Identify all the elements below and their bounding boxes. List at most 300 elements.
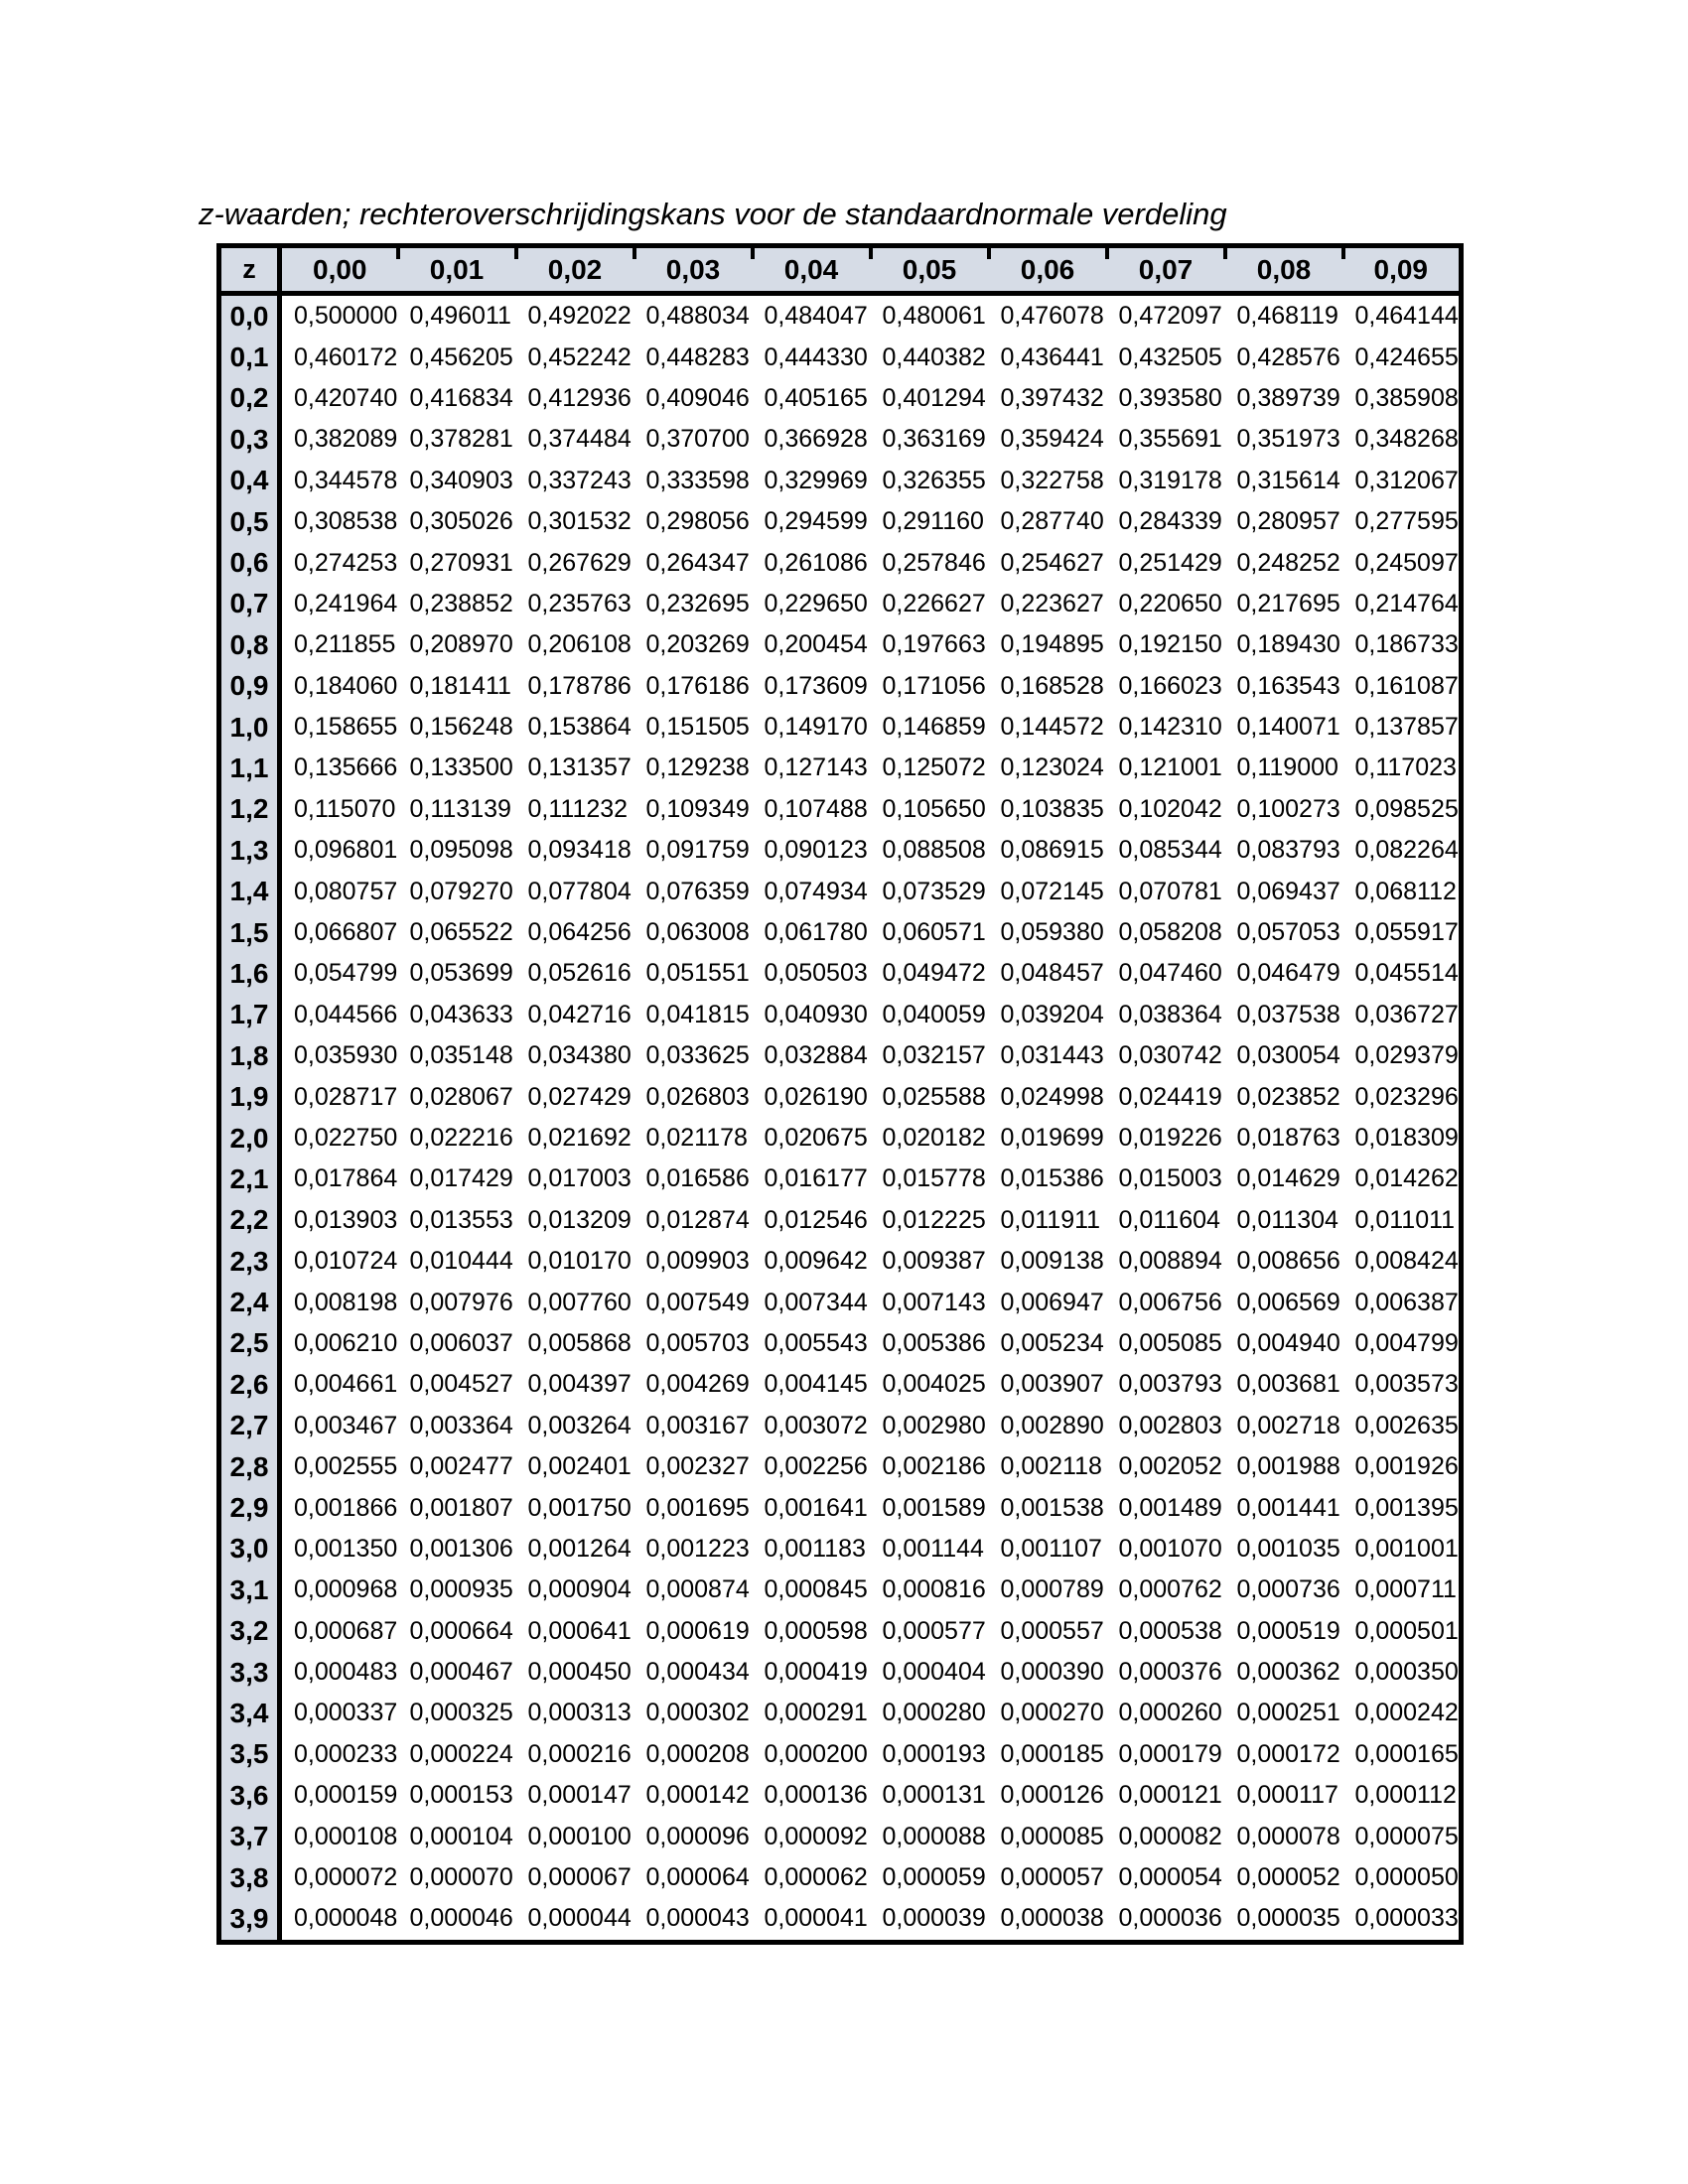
probability-cell: 0,005703 [634, 1323, 753, 1364]
table-row [219, 1529, 1462, 1570]
probability-cell: 0,127143 [753, 748, 871, 788]
probability-cell: 0,072145 [989, 871, 1107, 911]
probability-cell: 0,000112 [1343, 1775, 1462, 1816]
probability-cell: 0,043633 [398, 995, 516, 1035]
z-table-body [219, 294, 1462, 1943]
row-label-z: 1,0 [219, 707, 280, 748]
probability-cell: 0,107488 [753, 789, 871, 830]
probability-cell: 0,312067 [1343, 461, 1462, 501]
probability-cell: 0,000179 [1107, 1734, 1225, 1775]
probability-cell: 0,061780 [753, 912, 871, 953]
probability-cell: 0,077804 [516, 871, 634, 911]
probability-cell: 0,055917 [1343, 912, 1462, 953]
probability-cell: 0,000048 [280, 1898, 398, 1942]
probability-cell: 0,007760 [516, 1282, 634, 1322]
probability-cell: 0,082264 [1343, 830, 1462, 871]
probability-cell: 0,002555 [280, 1446, 398, 1487]
probability-cell: 0,000078 [1225, 1816, 1343, 1856]
probability-cell: 0,125072 [871, 748, 989, 788]
probability-cell: 0,492022 [516, 294, 634, 338]
probability-cell: 0,041815 [634, 995, 753, 1035]
probability-cell: 0,000390 [989, 1652, 1107, 1693]
probability-cell: 0,008894 [1107, 1241, 1225, 1282]
probability-cell: 0,010724 [280, 1241, 398, 1282]
table-row [219, 871, 1462, 911]
probability-cell: 0,000687 [280, 1611, 398, 1652]
probability-cell: 0,000577 [871, 1611, 989, 1652]
probability-cell: 0,002186 [871, 1446, 989, 1487]
table-row [219, 666, 1462, 707]
probability-cell: 0,000108 [280, 1816, 398, 1856]
table-row [219, 1200, 1462, 1241]
probability-cell: 0,322758 [989, 461, 1107, 501]
probability-cell: 0,022216 [398, 1118, 516, 1159]
probability-cell: 0,000619 [634, 1611, 753, 1652]
probability-cell: 0,060571 [871, 912, 989, 953]
probability-cell: 0,000070 [398, 1857, 516, 1898]
probability-cell: 0,006387 [1343, 1282, 1462, 1322]
probability-cell: 0,048457 [989, 953, 1107, 994]
probability-cell: 0,000052 [1225, 1857, 1343, 1898]
probability-cell: 0,448283 [634, 337, 753, 377]
probability-cell: 0,480061 [871, 294, 989, 338]
probability-cell: 0,173609 [753, 666, 871, 707]
row-label-z: 1,8 [219, 1035, 280, 1076]
probability-cell: 0,232695 [634, 584, 753, 624]
probability-cell: 0,109349 [634, 789, 753, 830]
probability-cell: 0,000208 [634, 1734, 753, 1775]
probability-cell: 0,337243 [516, 461, 634, 501]
probability-cell: 0,050503 [753, 953, 871, 994]
probability-cell: 0,054799 [280, 953, 398, 994]
probability-cell: 0,000313 [516, 1693, 634, 1733]
probability-cell: 0,035148 [398, 1035, 516, 1076]
probability-cell: 0,000641 [516, 1611, 634, 1652]
probability-cell: 0,045514 [1343, 953, 1462, 994]
probability-cell: 0,000736 [1225, 1570, 1343, 1610]
probability-cell: 0,166023 [1107, 666, 1225, 707]
probability-cell: 0,020182 [871, 1118, 989, 1159]
probability-cell: 0,005085 [1107, 1323, 1225, 1364]
probability-cell: 0,001144 [871, 1529, 989, 1570]
probability-cell: 0,432505 [1107, 337, 1225, 377]
probability-cell: 0,000789 [989, 1570, 1107, 1610]
probability-cell: 0,011604 [1107, 1200, 1225, 1241]
probability-cell: 0,002401 [516, 1446, 634, 1487]
row-label-z: 1,2 [219, 789, 280, 830]
probability-cell: 0,184060 [280, 666, 398, 707]
probability-cell: 0,144572 [989, 707, 1107, 748]
probability-cell: 0,416834 [398, 378, 516, 419]
table-row [219, 1487, 1462, 1528]
probability-cell: 0,001264 [516, 1529, 634, 1570]
probability-cell: 0,009138 [989, 1241, 1107, 1282]
probability-cell: 0,412936 [516, 378, 634, 419]
probability-cell: 0,006756 [1107, 1282, 1225, 1322]
probability-cell: 0,004269 [634, 1364, 753, 1405]
row-label-z: 3,5 [219, 1734, 280, 1775]
probability-cell: 0,119000 [1225, 748, 1343, 788]
row-label-z: 1,5 [219, 912, 280, 953]
table-row [219, 1693, 1462, 1733]
row-label-z: 2,1 [219, 1159, 280, 1199]
probability-cell: 0,032884 [753, 1035, 871, 1076]
probability-cell: 0,000067 [516, 1857, 634, 1898]
probability-cell: 0,277595 [1343, 501, 1462, 542]
probability-cell: 0,002635 [1343, 1406, 1462, 1446]
probability-cell: 0,156248 [398, 707, 516, 748]
row-label-z: 2,2 [219, 1200, 280, 1241]
probability-cell: 0,103835 [989, 789, 1107, 830]
row-label-z: 0,4 [219, 461, 280, 501]
probability-cell: 0,002118 [989, 1446, 1107, 1487]
probability-cell: 0,002980 [871, 1406, 989, 1446]
probability-cell: 0,370700 [634, 419, 753, 460]
table-row [219, 624, 1462, 665]
probability-cell: 0,351973 [1225, 419, 1343, 460]
probability-cell: 0,129238 [634, 748, 753, 788]
probability-cell: 0,063008 [634, 912, 753, 953]
row-label-z: 2,9 [219, 1487, 280, 1528]
probability-cell: 0,000096 [634, 1816, 753, 1856]
probability-cell: 0,248252 [1225, 542, 1343, 583]
probability-cell: 0,030054 [1225, 1035, 1343, 1076]
table-row [219, 1611, 1462, 1652]
probability-cell: 0,027429 [516, 1076, 634, 1117]
probability-cell: 0,100273 [1225, 789, 1343, 830]
probability-cell: 0,189430 [1225, 624, 1343, 665]
probability-cell: 0,171056 [871, 666, 989, 707]
probability-cell: 0,000904 [516, 1570, 634, 1610]
probability-cell: 0,049472 [871, 953, 989, 994]
probability-cell: 0,000224 [398, 1734, 516, 1775]
probability-cell: 0,203269 [634, 624, 753, 665]
probability-cell: 0,011011 [1343, 1200, 1462, 1241]
probability-cell: 0,000126 [989, 1775, 1107, 1816]
table-row [219, 1406, 1462, 1446]
probability-cell: 0,017864 [280, 1159, 398, 1199]
probability-cell: 0,004145 [753, 1364, 871, 1405]
probability-cell: 0,000142 [634, 1775, 753, 1816]
probability-cell: 0,186733 [1343, 624, 1462, 665]
probability-cell: 0,197663 [871, 624, 989, 665]
probability-cell: 0,047460 [1107, 953, 1225, 994]
probability-cell: 0,068112 [1343, 871, 1462, 911]
probability-cell: 0,344578 [280, 461, 398, 501]
probability-cell: 0,006947 [989, 1282, 1107, 1322]
probability-cell: 0,000251 [1225, 1693, 1343, 1733]
row-label-z: 1,9 [219, 1076, 280, 1117]
probability-cell: 0,500000 [280, 294, 398, 338]
probability-cell: 0,001926 [1343, 1446, 1462, 1487]
row-label-z: 2,5 [219, 1323, 280, 1364]
probability-cell: 0,274253 [280, 542, 398, 583]
probability-cell: 0,079270 [398, 871, 516, 911]
probability-cell: 0,000483 [280, 1652, 398, 1693]
probability-cell: 0,385908 [1343, 378, 1462, 419]
probability-cell: 0,115070 [280, 789, 398, 830]
probability-cell: 0,211855 [280, 624, 398, 665]
row-label-z: 2,8 [219, 1446, 280, 1487]
probability-cell: 0,001070 [1107, 1529, 1225, 1570]
probability-cell: 0,121001 [1107, 748, 1225, 788]
probability-cell: 0,003072 [753, 1406, 871, 1446]
table-row [219, 542, 1462, 583]
probability-cell: 0,064256 [516, 912, 634, 953]
probability-cell: 0,359424 [989, 419, 1107, 460]
probability-cell: 0,194895 [989, 624, 1107, 665]
probability-cell: 0,348268 [1343, 419, 1462, 460]
probability-cell: 0,001750 [516, 1487, 634, 1528]
probability-cell: 0,000088 [871, 1816, 989, 1856]
probability-cell: 0,001589 [871, 1487, 989, 1528]
row-label-z: 0,5 [219, 501, 280, 542]
probability-cell: 0,000968 [280, 1570, 398, 1610]
probability-cell: 0,090123 [753, 830, 871, 871]
header-row [219, 246, 1462, 294]
probability-cell: 0,001489 [1107, 1487, 1225, 1528]
probability-cell: 0,000337 [280, 1693, 398, 1733]
probability-cell: 0,000874 [634, 1570, 753, 1610]
probability-cell: 0,095098 [398, 830, 516, 871]
probability-cell: 0,000538 [1107, 1611, 1225, 1652]
probability-cell: 0,163543 [1225, 666, 1343, 707]
probability-cell: 0,161087 [1343, 666, 1462, 707]
probability-cell: 0,308538 [280, 501, 398, 542]
probability-cell: 0,003264 [516, 1406, 634, 1446]
probability-cell: 0,004527 [398, 1364, 516, 1405]
probability-cell: 0,038364 [1107, 995, 1225, 1035]
row-label-z: 2,3 [219, 1241, 280, 1282]
probability-cell: 0,397432 [989, 378, 1107, 419]
probability-cell: 0,007976 [398, 1282, 516, 1322]
probability-cell: 0,229650 [753, 584, 871, 624]
probability-cell: 0,001988 [1225, 1446, 1343, 1487]
probability-cell: 0,000200 [753, 1734, 871, 1775]
row-label-z: 3,2 [219, 1611, 280, 1652]
probability-cell: 0,012874 [634, 1200, 753, 1241]
probability-cell: 0,294599 [753, 501, 871, 542]
table-row [219, 501, 1462, 542]
probability-cell: 0,214764 [1343, 584, 1462, 624]
probability-cell: 0,003681 [1225, 1364, 1343, 1405]
probability-cell: 0,024419 [1107, 1076, 1225, 1117]
row-label-z: 2,6 [219, 1364, 280, 1405]
probability-cell: 0,001107 [989, 1529, 1107, 1570]
probability-cell: 0,053699 [398, 953, 516, 994]
probability-cell: 0,004025 [871, 1364, 989, 1405]
col-header: 0,01 [398, 246, 516, 294]
probability-cell: 0,257846 [871, 542, 989, 583]
probability-cell: 0,028717 [280, 1076, 398, 1117]
probability-cell: 0,333598 [634, 461, 753, 501]
probability-cell: 0,153864 [516, 707, 634, 748]
probability-cell: 0,472097 [1107, 294, 1225, 338]
probability-cell: 0,000131 [871, 1775, 989, 1816]
row-label-z: 0,7 [219, 584, 280, 624]
probability-cell: 0,001035 [1225, 1529, 1343, 1570]
probability-cell: 0,000242 [1343, 1693, 1462, 1733]
probability-cell: 0,105650 [871, 789, 989, 830]
probability-cell: 0,223627 [989, 584, 1107, 624]
probability-cell: 0,000075 [1343, 1816, 1462, 1856]
probability-cell: 0,000598 [753, 1611, 871, 1652]
probability-cell: 0,140071 [1225, 707, 1343, 748]
probability-cell: 0,151505 [634, 707, 753, 748]
probability-cell: 0,149170 [753, 707, 871, 748]
col-header: 0,03 [634, 246, 753, 294]
row-label-z: 0,0 [219, 294, 280, 338]
probability-cell: 0,000082 [1107, 1816, 1225, 1856]
probability-cell: 0,444330 [753, 337, 871, 377]
probability-cell: 0,301532 [516, 501, 634, 542]
probability-cell: 0,238852 [398, 584, 516, 624]
probability-cell: 0,039204 [989, 995, 1107, 1035]
probability-cell: 0,009387 [871, 1241, 989, 1282]
probability-cell: 0,000044 [516, 1898, 634, 1942]
probability-cell: 0,000059 [871, 1857, 989, 1898]
table-row [219, 1775, 1462, 1816]
probability-cell: 0,008424 [1343, 1241, 1462, 1282]
probability-cell: 0,393580 [1107, 378, 1225, 419]
row-label-z: 2,0 [219, 1118, 280, 1159]
probability-cell: 0,069437 [1225, 871, 1343, 911]
probability-cell: 0,010444 [398, 1241, 516, 1282]
probability-cell: 0,267629 [516, 542, 634, 583]
col-header: 0,02 [516, 246, 634, 294]
probability-cell: 0,000100 [516, 1816, 634, 1856]
probability-cell: 0,026190 [753, 1076, 871, 1117]
probability-cell: 0,022750 [280, 1118, 398, 1159]
probability-cell: 0,093418 [516, 830, 634, 871]
probability-cell: 0,005386 [871, 1323, 989, 1364]
probability-cell: 0,000450 [516, 1652, 634, 1693]
row-label-z: 3,6 [219, 1775, 280, 1816]
probability-cell: 0,484047 [753, 294, 871, 338]
probability-cell: 0,004661 [280, 1364, 398, 1405]
table-row [219, 912, 1462, 953]
probability-cell: 0,284339 [1107, 501, 1225, 542]
row-label-z: 0,2 [219, 378, 280, 419]
table-row [219, 1446, 1462, 1487]
probability-cell: 0,000711 [1343, 1570, 1462, 1610]
probability-cell: 0,000054 [1107, 1857, 1225, 1898]
probability-cell: 0,013209 [516, 1200, 634, 1241]
row-label-z: 3,9 [219, 1898, 280, 1942]
row-label-z: 0,1 [219, 337, 280, 377]
probability-cell: 0,135666 [280, 748, 398, 788]
probability-cell: 0,096801 [280, 830, 398, 871]
row-label-z: 3,4 [219, 1693, 280, 1733]
probability-cell: 0,000043 [634, 1898, 753, 1942]
probability-cell: 0,005234 [989, 1323, 1107, 1364]
probability-cell: 0,000035 [1225, 1898, 1343, 1942]
probability-cell: 0,006037 [398, 1323, 516, 1364]
col-header: 0,08 [1225, 246, 1343, 294]
probability-cell: 0,037538 [1225, 995, 1343, 1035]
probability-cell: 0,073529 [871, 871, 989, 911]
probability-cell: 0,003573 [1343, 1364, 1462, 1405]
probability-cell: 0,000260 [1107, 1693, 1225, 1733]
probability-cell: 0,251429 [1107, 542, 1225, 583]
probability-cell: 0,000233 [280, 1734, 398, 1775]
probability-cell: 0,059380 [989, 912, 1107, 953]
table-row [219, 1734, 1462, 1775]
probability-cell: 0,002803 [1107, 1406, 1225, 1446]
probability-cell: 0,008198 [280, 1282, 398, 1322]
probability-cell: 0,006569 [1225, 1282, 1343, 1322]
probability-cell: 0,000039 [871, 1898, 989, 1942]
row-label-z: 1,4 [219, 871, 280, 911]
probability-cell: 0,000270 [989, 1693, 1107, 1733]
probability-cell: 0,065522 [398, 912, 516, 953]
probability-cell: 0,017003 [516, 1159, 634, 1199]
probability-cell: 0,003364 [398, 1406, 516, 1446]
probability-cell: 0,004397 [516, 1364, 634, 1405]
probability-cell: 0,070781 [1107, 871, 1225, 911]
probability-cell: 0,042716 [516, 995, 634, 1035]
probability-cell: 0,001223 [634, 1529, 753, 1570]
probability-cell: 0,003467 [280, 1406, 398, 1446]
probability-cell: 0,006210 [280, 1323, 398, 1364]
probability-cell: 0,476078 [989, 294, 1107, 338]
row-label-z: 3,3 [219, 1652, 280, 1693]
probability-cell: 0,088508 [871, 830, 989, 871]
probability-cell: 0,002327 [634, 1446, 753, 1487]
probability-cell: 0,000153 [398, 1775, 516, 1816]
probability-cell: 0,319178 [1107, 461, 1225, 501]
probability-cell: 0,000172 [1225, 1734, 1343, 1775]
probability-cell: 0,036727 [1343, 995, 1462, 1035]
z-table [216, 243, 1464, 1945]
probability-cell: 0,000845 [753, 1570, 871, 1610]
probability-cell: 0,235763 [516, 584, 634, 624]
probability-cell: 0,000404 [871, 1652, 989, 1693]
probability-cell: 0,142310 [1107, 707, 1225, 748]
probability-cell: 0,158655 [280, 707, 398, 748]
probability-cell: 0,002718 [1225, 1406, 1343, 1446]
page-title: z-waarden; rechteroverschrijdingskans voor de standaardnormale verdeling [199, 197, 1227, 231]
probability-cell: 0,000291 [753, 1693, 871, 1733]
probability-cell: 0,123024 [989, 748, 1107, 788]
table-row [219, 419, 1462, 460]
probability-cell: 0,241964 [280, 584, 398, 624]
probability-cell: 0,000185 [989, 1734, 1107, 1775]
probability-cell: 0,000064 [634, 1857, 753, 1898]
probability-cell: 0,305026 [398, 501, 516, 542]
probability-cell: 0,102042 [1107, 789, 1225, 830]
probability-cell: 0,000036 [1107, 1898, 1225, 1942]
probability-cell: 0,044566 [280, 995, 398, 1035]
probability-cell: 0,020675 [753, 1118, 871, 1159]
table-row [219, 1323, 1462, 1364]
probability-cell: 0,000216 [516, 1734, 634, 1775]
row-label-z: 0,3 [219, 419, 280, 460]
probability-cell: 0,003907 [989, 1364, 1107, 1405]
probability-cell: 0,000501 [1343, 1611, 1462, 1652]
probability-cell: 0,176186 [634, 666, 753, 707]
probability-cell: 0,355691 [1107, 419, 1225, 460]
probability-cell: 0,000350 [1343, 1652, 1462, 1693]
probability-cell: 0,208970 [398, 624, 516, 665]
probability-cell: 0,000193 [871, 1734, 989, 1775]
probability-cell: 0,000165 [1343, 1734, 1462, 1775]
row-label-z: 0,6 [219, 542, 280, 583]
probability-cell: 0,206108 [516, 624, 634, 665]
probability-cell: 0,000050 [1343, 1857, 1462, 1898]
probability-cell: 0,178786 [516, 666, 634, 707]
probability-cell: 0,009642 [753, 1241, 871, 1282]
